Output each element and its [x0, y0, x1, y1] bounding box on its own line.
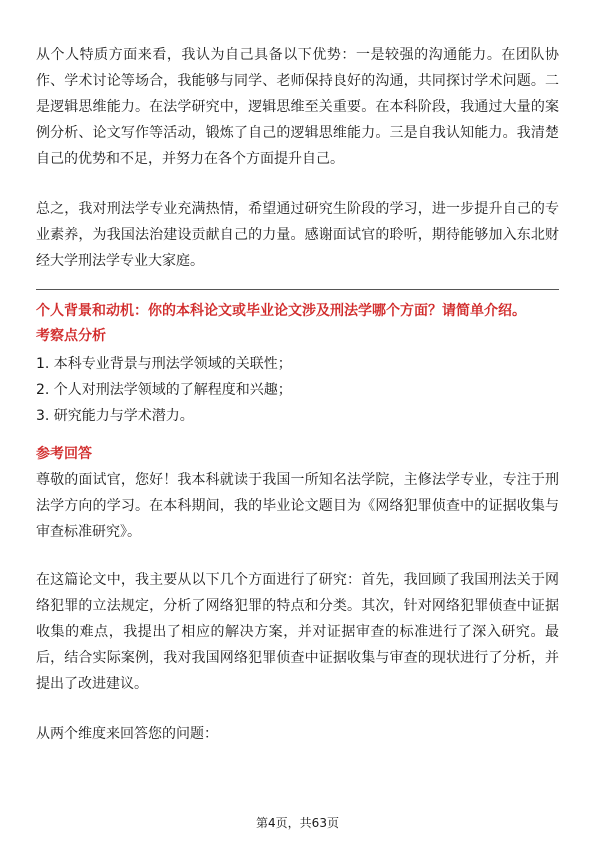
- traits-paragraph: 从个人特质方面来看，我认为自己具备以下优势：一是较强的沟通能力。在团队协作、学术讨论等场合，我能够与同学、老师保持良好的沟通，共同探讨学术问题。二是逻辑思维能力。在法学研究中，逻辑思维至关重要。在本科阶段，我通过大量的案例分析、论文写作等活动，锻炼了自己的逻辑思维能力。三是自我认知能力。我清楚自己的优势和不足，并努力在各个方面提升自己。: [36, 47, 559, 167]
- reference-closing-paragraph: 从两个维度来回答您的问题：: [36, 726, 218, 742]
- list-item: 1. 本科专业背景与刑法学领域的关联性；: [36, 356, 292, 372]
- list-item: 2. 个人对刑法学领域的了解程度和兴趣；: [36, 382, 292, 398]
- question-heading: 个人背景和动机：你的本科论文或毕业论文涉及刑法学哪个方面？请简单介绍。: [36, 303, 526, 319]
- section-divider: [36, 289, 559, 290]
- analysis-list: [36, 351, 559, 429]
- document-page: [36, 42, 559, 747]
- reference-intro-paragraph: 尊敬的面试官，您好！我本科就读于我国一所知名法学院，主修法学专业，专注于刑法学方向的学习。在本科期间，我的毕业论文题目为《网络犯罪侦查中的证据收集与审查标准研究》。: [36, 472, 559, 540]
- reference-heading: 参考回答: [36, 446, 92, 462]
- reference-body-paragraph: 在这篇论文中，我主要从以下几个方面进行了研究：首先，我回顾了我国刑法关于网络犯罪的立法规定，分析了网络犯罪的特点和分类。其次，针对网络犯罪侦查中证据收集的难点，我提出了相应的解决方案，并对证据审查的标准进行了深入研究。最后，结合实际案例，我对我国网络犯罪侦查中证据收集与审查的现状进行了分析，并提出了改进建议。: [36, 572, 559, 692]
- list-item: 3. 研究能力与学术潜力。: [36, 408, 194, 424]
- summary-paragraph: 总之，我对刑法学专业充满热情，希望通过研究生阶段的学习，进一步提升自己的专业素养，为我国法治建设贡献自己的力量。感谢面试官的聆听，期待能够加入东北财经大学刑法学专业大家庭。: [36, 201, 559, 269]
- page-number: 第4页，共63页: [256, 816, 339, 830]
- analysis-heading: 考察点分析: [36, 328, 106, 344]
